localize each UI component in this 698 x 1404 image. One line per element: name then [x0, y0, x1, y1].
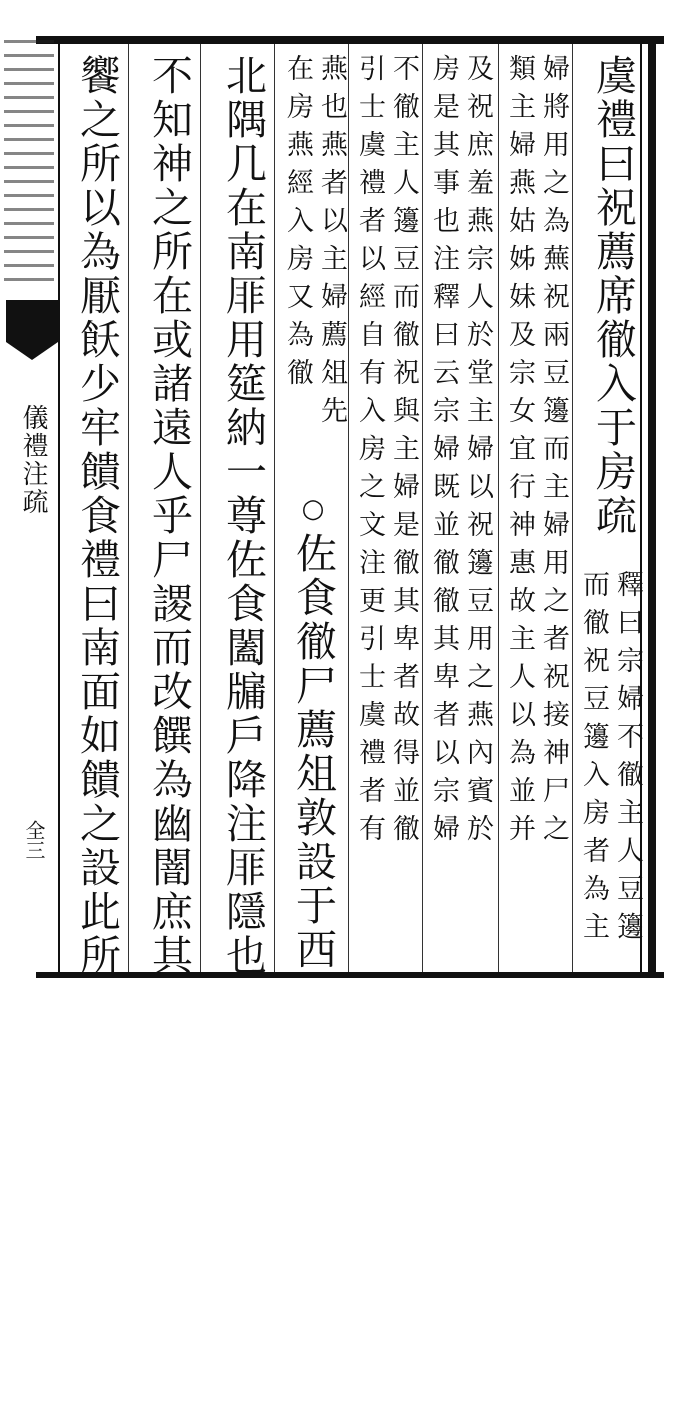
- commentary-left: 引士虞禮者以經自有入房之文注更引士虞禮者有: [354, 54, 385, 852]
- column-rule: [200, 44, 201, 972]
- column-text: 不知神之所在或諸遠人乎尸謖而改饌為幽闇庶其: [145, 54, 193, 978]
- text-column-1-commentary: [574, 570, 644, 970]
- column-rule: [422, 44, 423, 972]
- column-rule: [128, 44, 129, 972]
- text-column-6: [214, 54, 272, 978]
- column-text: 佐食徹尸薦俎敦設于西: [289, 532, 337, 972]
- margin-rule: [58, 44, 60, 972]
- book-title: 儀禮注疏: [18, 404, 48, 516]
- text-column-1: [584, 54, 642, 564]
- commentary-right: 婦將用之為蕪祝兩豆籩而主婦用之者祝接神尸之: [538, 54, 569, 852]
- column-rule: [274, 44, 275, 972]
- margin-decoration: [4, 40, 54, 290]
- commentary-left: 在房燕經入房又為徹: [282, 54, 313, 396]
- column-rule: [348, 44, 349, 972]
- column-text: 北隅几在南厞用筵納一尊佐食闔牖戶降注厞隱也: [219, 54, 267, 978]
- column-text: 饗之所以為厭飫少牢饋食禮曰南面如饋之設此所: [73, 54, 121, 978]
- text-column-3: [424, 54, 494, 964]
- commentary-right: 及祝庶羞燕宗人於堂主婦以祝籩豆用之燕內賓於: [462, 54, 493, 852]
- leaf-number: 全三: [22, 820, 46, 860]
- text-column-4: [350, 54, 420, 964]
- text-column-7: [140, 54, 198, 978]
- text-column-2: [500, 54, 570, 964]
- commentary-right: 燕也燕者以主婦薦俎先: [316, 54, 347, 434]
- column-text: 虞禮曰祝薦席徹入于房疏: [589, 54, 637, 538]
- commentary-left: 房是其事也注釋曰云宗婦既並徹徹其卑者以宗婦: [428, 54, 459, 852]
- circle-mark: ○: [298, 494, 328, 524]
- frame-right-border: [648, 36, 656, 978]
- commentary-right: 釋曰宗婦不徹主人豆籩: [612, 570, 643, 950]
- text-column-5-commentary: [278, 54, 348, 474]
- commentary-left: 類主婦燕姑姊妹及宗女宜行神惠故主人以為並并: [504, 54, 535, 852]
- commentary-right: 不徹主人籩豆而徹祝與主婦是徹其卑者故得並徹: [388, 54, 419, 852]
- frame-top-border: [36, 36, 664, 44]
- column-rule: [498, 44, 499, 972]
- frame-bottom-border: [36, 972, 664, 978]
- commentary-left: 而徹祝豆籩入房者為主: [578, 570, 609, 950]
- column-rule: [572, 44, 573, 972]
- text-column-8: [68, 54, 126, 978]
- text-column-5-main: [284, 532, 342, 972]
